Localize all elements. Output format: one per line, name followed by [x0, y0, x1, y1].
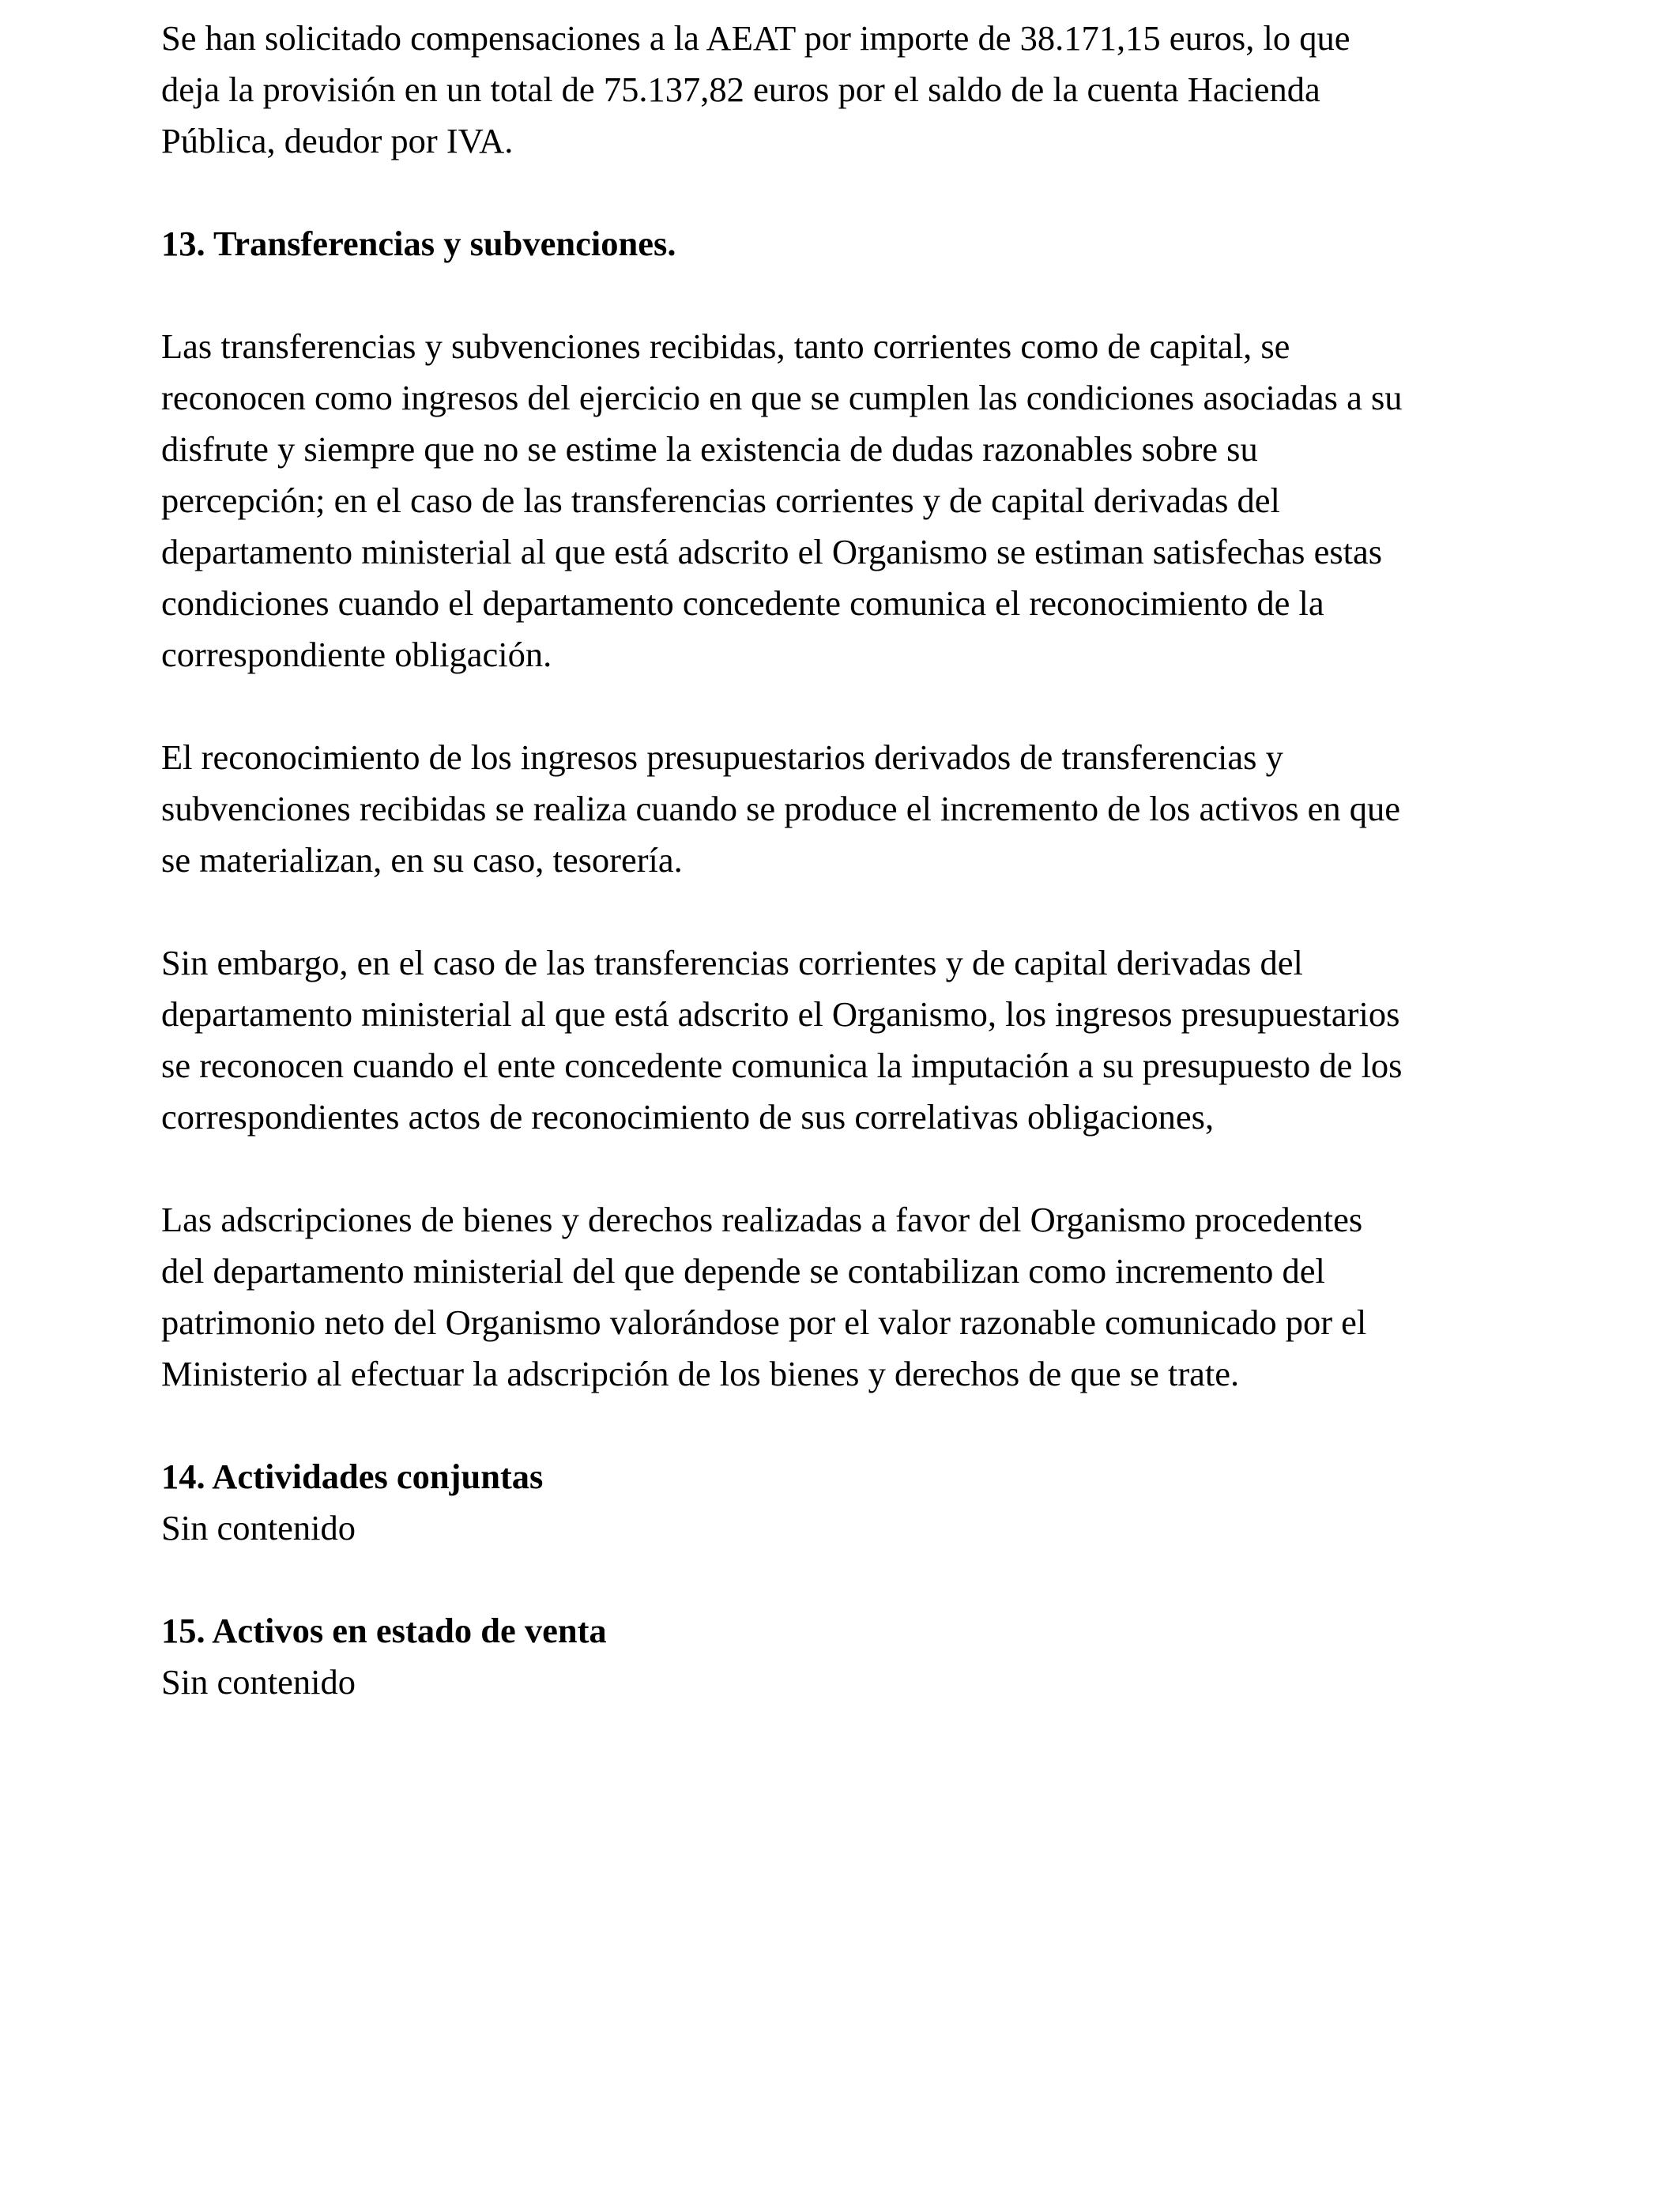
section-15-heading: 15. Activos en estado de venta: [161, 1611, 607, 1650]
text-line: Sin embargo, en el caso de las transferencias corrientes y de capital derivadas del: [161, 943, 1303, 982]
text-line: del departamento ministerial del que depende se contabilizan como incremento del: [161, 1251, 1325, 1291]
text-line: El reconocimiento de los ingresos presupuestarios derivados de transferencias y: [161, 737, 1283, 777]
document-body: [161, 13, 1528, 1708]
text-line: reconocen como ingresos del ejercicio en que se cumplen las condiciones asociadas a su: [161, 378, 1403, 417]
paragraph-spacer: [161, 270, 1528, 321]
text-line: Se han solicitado compensaciones a la AEAT por importe de 38.171,15 euros, lo que: [161, 18, 1350, 58]
text-line: Las transferencias y subvenciones recibidas, tanto corrientes como de capital, se: [161, 326, 1290, 366]
text-line: condiciones cuando el departamento concedente comunica el reconocimiento de la: [161, 583, 1324, 623]
section-13-paragraph-3: [161, 937, 1528, 1143]
text-line: disfrute y siempre que no se estime la existencia de dudas razonables sobre su: [161, 429, 1258, 469]
paragraph-spacer: [161, 167, 1528, 218]
section-13-paragraph-4: [161, 1194, 1528, 1400]
section-13-paragraph-1: [161, 321, 1528, 680]
text-line: departamento ministerial al que está adscrito el Organismo se estiman satisfechas estas: [161, 532, 1383, 571]
paragraph-spacer: [161, 1143, 1528, 1194]
section-14-body: Sin contenido: [161, 1508, 356, 1547]
text-line: patrimonio neto del Organismo valorándose por el valor razonable comunicado por el: [161, 1302, 1367, 1342]
intro-paragraph: [161, 13, 1528, 167]
text-line: Pública, deudor por IVA.: [161, 121, 514, 160]
section-13-heading: 13. Transferencias y subvenciones.: [161, 224, 676, 263]
text-line: correspondiente obligación.: [161, 635, 552, 674]
paragraph-spacer: [161, 1400, 1528, 1451]
section-13-paragraph-2: [161, 732, 1528, 886]
paragraph-spacer: [161, 680, 1528, 732]
text-line: Las adscripciones de bienes y derechos realizadas a favor del Organismo procedentes: [161, 1200, 1363, 1239]
paragraph-spacer: [161, 886, 1528, 937]
section-15-body: Sin contenido: [161, 1662, 356, 1702]
text-line: percepción; en el caso de las transferencias corrientes y de capital derivadas del: [161, 481, 1280, 520]
text-line: se reconocen cuando el ente concedente comunica la imputación a su presupuesto de los: [161, 1046, 1403, 1085]
text-line: departamento ministerial al que está adscrito el Organismo, los ingresos presupuestarios: [161, 994, 1400, 1034]
text-line: se materializan, en su caso, tesorería.: [161, 840, 683, 880]
section-14-heading: 14. Actividades conjuntas: [161, 1457, 544, 1496]
text-line: Ministerio al efectuar la adscripción de los bienes y derechos de que se trate.: [161, 1354, 1240, 1393]
paragraph-spacer: [161, 1554, 1528, 1605]
text-line: subvenciones recibidas se realiza cuando se produce el incremento de los activos en que: [161, 789, 1401, 828]
text-line: deja la provisión en un total de 75.137,82 euros por el saldo de la cuenta Hacienda: [161, 70, 1320, 109]
text-line: correspondientes actos de reconocimiento de sus correlativas obligaciones,: [161, 1097, 1215, 1137]
